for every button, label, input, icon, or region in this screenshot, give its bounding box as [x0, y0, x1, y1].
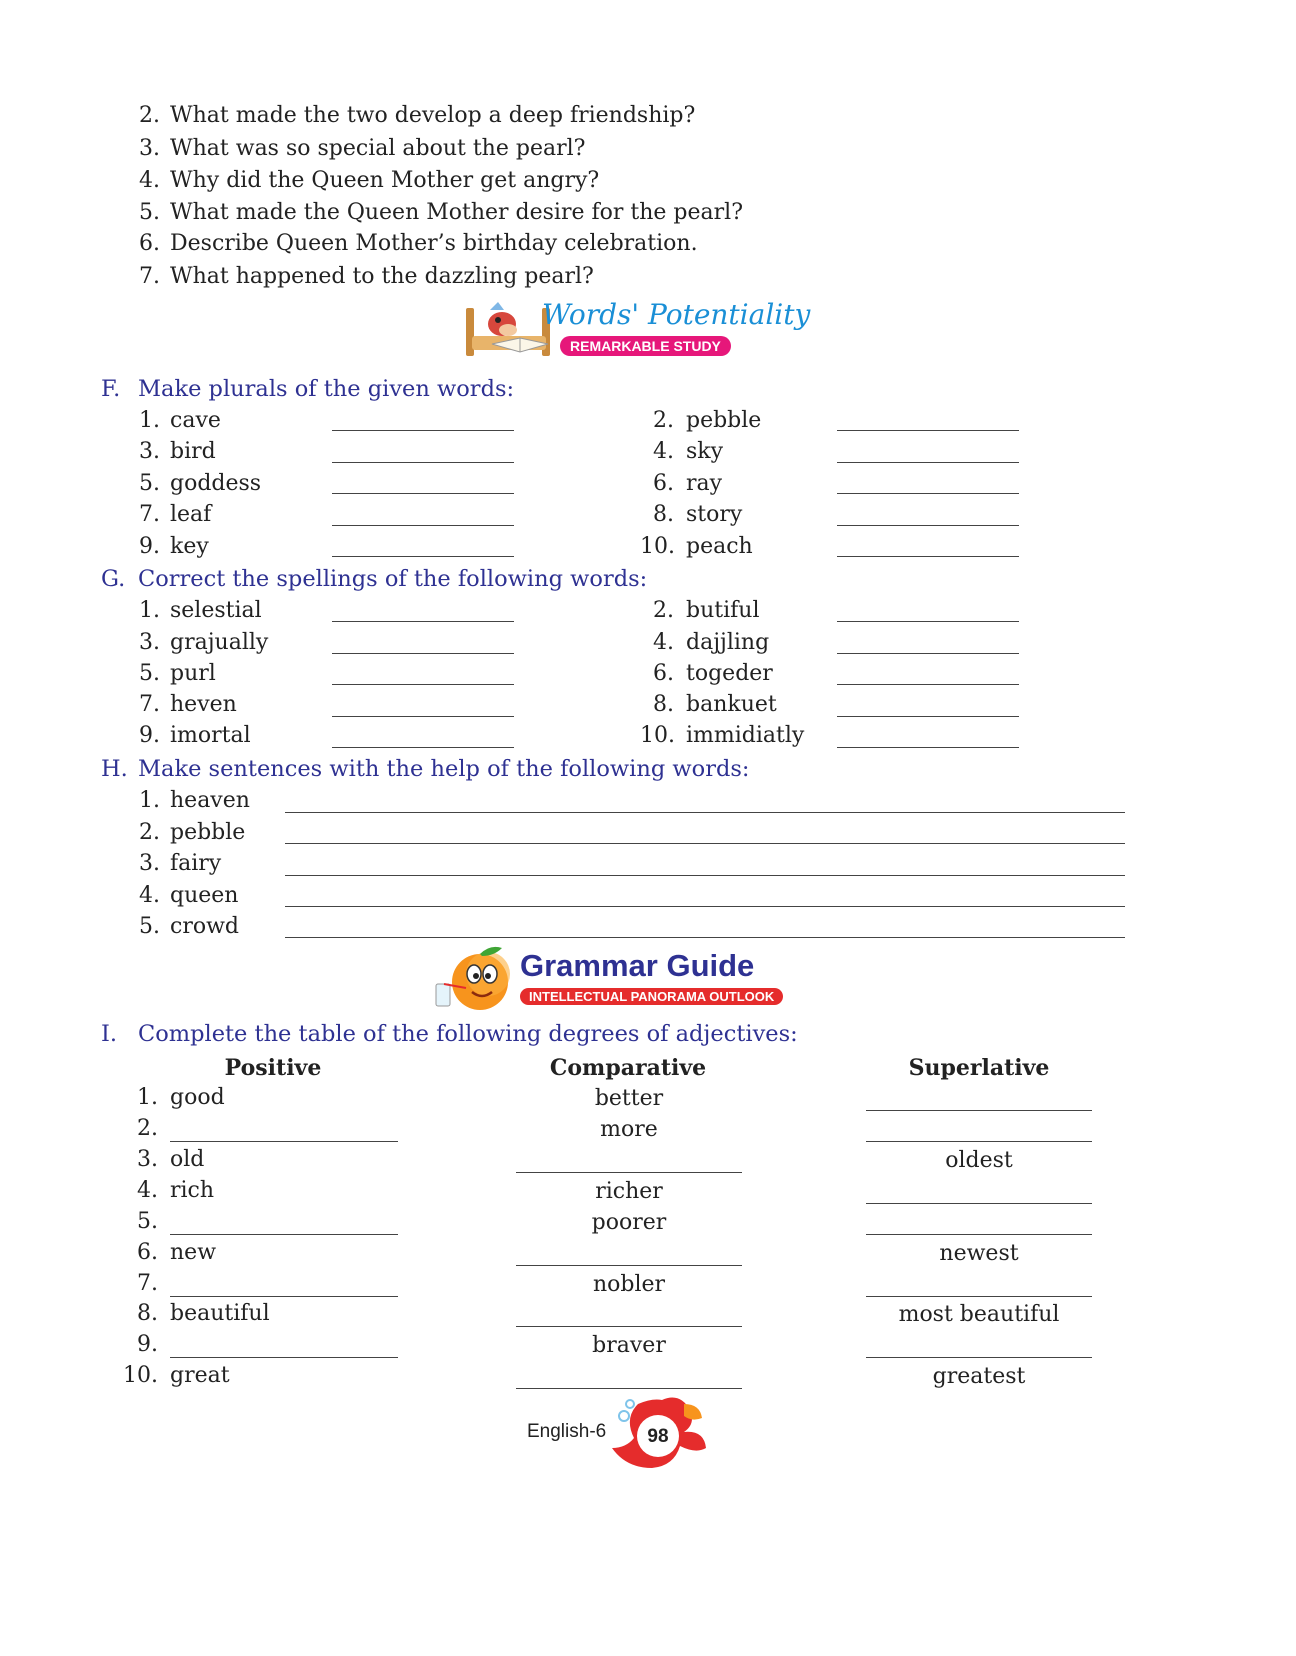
- reading-dog-icon: [462, 300, 554, 364]
- comparative-cell: braver: [592, 1333, 666, 1358]
- section-heading-text: Correct the spellings of the following words:: [138, 566, 648, 592]
- question-text: Describe Queen Mother’s birthday celebration.: [170, 231, 698, 256]
- section-letter: G.: [101, 566, 126, 592]
- section-letter: I.: [101, 1021, 118, 1047]
- question-text: What made the Queen Mother desire for the pearl?: [170, 200, 743, 225]
- sentence-blank[interactable]: [285, 812, 1125, 813]
- comparative-blank[interactable]: [516, 1388, 742, 1389]
- question-text: What made the two develop a deep friendship?: [170, 103, 696, 128]
- comparative-cell: better: [594, 1086, 664, 1111]
- superlative-cell: greatest: [932, 1364, 1026, 1389]
- answer-blank[interactable]: [332, 525, 514, 526]
- answer-blank[interactable]: [332, 493, 514, 494]
- question-number: 7.: [139, 264, 160, 289]
- answer-blank[interactable]: [837, 716, 1019, 717]
- section-letter: H.: [101, 756, 128, 782]
- answer-blank[interactable]: [837, 525, 1019, 526]
- banner-subtitle: INTELLECTUAL PANORAMA OUTLOOK: [520, 988, 783, 1005]
- answer-blank[interactable]: [837, 747, 1019, 748]
- sentence-blank[interactable]: [285, 906, 1125, 907]
- superlative-cell: oldest: [945, 1148, 1013, 1173]
- column-header-superlative: Superlative: [908, 1055, 1050, 1081]
- question-number: 5.: [139, 200, 160, 225]
- positive-cell: rich: [170, 1178, 215, 1203]
- answer-blank[interactable]: [837, 556, 1019, 557]
- positive-blank[interactable]: [170, 1234, 398, 1235]
- row-number: 10.: [123, 1363, 158, 1388]
- sentence-blank[interactable]: [285, 843, 1125, 844]
- grammar-guide-banner: [428, 942, 798, 1014]
- positive-cell: new: [170, 1240, 217, 1265]
- comparative-cell: poorer: [591, 1210, 667, 1235]
- answer-blank[interactable]: [837, 493, 1019, 494]
- row-number: 2.: [137, 1116, 158, 1141]
- section-heading-text: Make sentences with the help of the following words:: [138, 756, 750, 782]
- superlative-cell: most beautiful: [898, 1302, 1060, 1327]
- row-number: 8.: [137, 1301, 158, 1326]
- answer-blank[interactable]: [332, 747, 514, 748]
- row-number: 1.: [137, 1085, 158, 1110]
- question-text: What happened to the dazzling pearl?: [170, 264, 594, 289]
- answer-blank[interactable]: [837, 621, 1019, 622]
- column-header-comparative: Comparative: [549, 1055, 707, 1081]
- answer-blank[interactable]: [837, 462, 1019, 463]
- answer-blank[interactable]: [332, 716, 514, 717]
- comparative-cell: more: [600, 1117, 658, 1142]
- answer-blank[interactable]: [837, 684, 1019, 685]
- question-text: Why did the Queen Mother get angry?: [170, 168, 600, 193]
- positive-cell: great: [170, 1363, 230, 1388]
- row-number: 4.: [137, 1178, 158, 1203]
- column-header-positive: Positive: [224, 1055, 322, 1081]
- question-number: 3.: [139, 136, 160, 161]
- answer-blank[interactable]: [332, 684, 514, 685]
- superlative-blank[interactable]: [866, 1234, 1092, 1235]
- superlative-blank[interactable]: [866, 1357, 1092, 1358]
- banner-subtitle: REMARKABLE STUDY: [560, 336, 731, 356]
- row-number: 3.: [137, 1147, 158, 1172]
- row-number: 7.: [137, 1271, 158, 1296]
- superlative-blank[interactable]: [866, 1296, 1092, 1297]
- answer-blank[interactable]: [837, 653, 1019, 654]
- positive-cell: good: [170, 1085, 225, 1110]
- orange-mascot-icon: [428, 944, 520, 1014]
- comparative-blank[interactable]: [516, 1265, 742, 1266]
- row-number: 5.: [137, 1209, 158, 1234]
- question-text: What was so special about the pearl?: [170, 136, 586, 161]
- section-heading-text: Complete the table of the following degrees of adjectives:: [138, 1021, 798, 1047]
- answer-blank[interactable]: [332, 621, 514, 622]
- row-number: 9.: [137, 1332, 158, 1357]
- comparative-blank[interactable]: [516, 1326, 742, 1327]
- superlative-cell: newest: [939, 1241, 1019, 1266]
- section-letter: F.: [101, 376, 121, 402]
- sentence-blank[interactable]: [285, 875, 1125, 876]
- answer-blank[interactable]: [332, 653, 514, 654]
- positive-blank[interactable]: [170, 1357, 398, 1358]
- positive-blank[interactable]: [170, 1296, 398, 1297]
- question-number: 4.: [139, 168, 160, 193]
- question-number: 6.: [139, 231, 160, 256]
- comparative-cell: nobler: [592, 1272, 666, 1297]
- positive-blank[interactable]: [170, 1141, 398, 1142]
- footer-book-name: English-6: [527, 1421, 607, 1442]
- answer-blank[interactable]: [332, 430, 514, 431]
- positive-cell: beautiful: [170, 1301, 270, 1326]
- answer-blank[interactable]: [332, 556, 514, 557]
- words-potentiality-banner: [462, 298, 811, 366]
- question-number: 2.: [139, 103, 160, 128]
- superlative-blank[interactable]: [866, 1141, 1092, 1142]
- comparative-cell: richer: [595, 1179, 663, 1204]
- section-heading-text: Make plurals of the given words:: [138, 376, 515, 402]
- banner-title: Grammar Guide: [520, 948, 755, 983]
- page-number: 98: [647, 1426, 669, 1447]
- superlative-blank[interactable]: [866, 1110, 1092, 1111]
- answer-blank[interactable]: [837, 430, 1019, 431]
- row-number: 6.: [137, 1240, 158, 1265]
- superlative-blank[interactable]: [866, 1203, 1092, 1204]
- comparative-blank[interactable]: [516, 1172, 742, 1173]
- positive-cell: old: [170, 1147, 205, 1172]
- answer-blank[interactable]: [332, 462, 514, 463]
- banner-title: Words' Potentiality: [542, 298, 811, 331]
- sentence-blank[interactable]: [285, 937, 1125, 938]
